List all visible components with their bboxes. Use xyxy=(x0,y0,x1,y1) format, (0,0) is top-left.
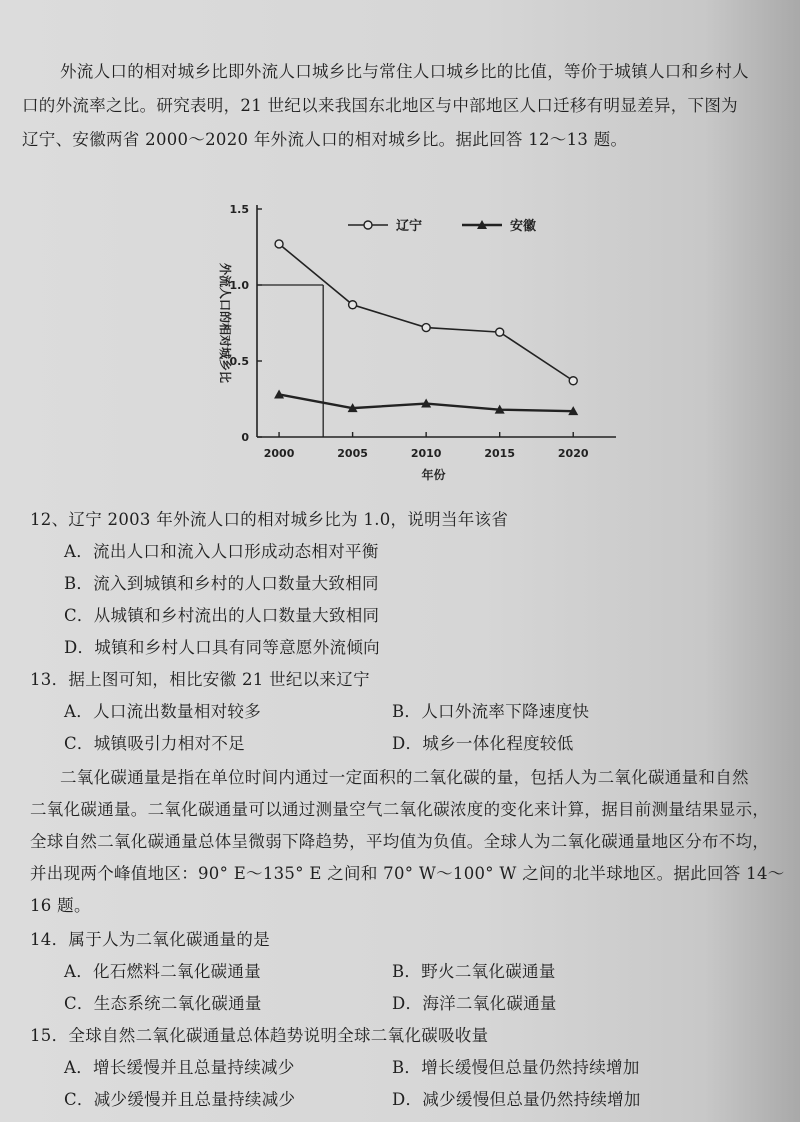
q12-option-a[interactable]: A．流出人口和流入人口形成动态相对平衡 xyxy=(64,542,379,561)
y-tick-label-0: 0 xyxy=(241,431,249,444)
q14-option-b[interactable]: B．野火二氧化碳通量 xyxy=(392,962,556,981)
intro1-line-1: 外流人口的相对城乡比即外流人口城乡比与常住人口城乡比的比值，等价于城镇人口和乡村人 xyxy=(60,62,749,81)
q13-option-a[interactable]: A．人口流出数量相对较多 xyxy=(64,702,262,721)
q14-option-c[interactable]: C．生态系统二氧化碳通量 xyxy=(64,994,262,1013)
q15-option-a[interactable]: A．增长缓慢并且总量持续减少 xyxy=(64,1058,295,1077)
q15-stem: 15．全球自然二氧化碳通量总体趋势说明全球二氧化碳吸收量 xyxy=(30,1026,489,1045)
q14-option-a[interactable]: A．化石燃料二氧化碳通量 xyxy=(64,962,262,981)
q12-option-d[interactable]: D．城镇和乡村人口具有同等意愿外流倾向 xyxy=(64,638,380,657)
series-0-point-4 xyxy=(569,377,577,385)
q13-option-c[interactable]: C．城镇吸引力相对不足 xyxy=(64,734,245,753)
x-tick-label-1: 2005 xyxy=(337,447,368,460)
legend-label-1: 安徽 xyxy=(510,219,537,234)
q12-option-c[interactable]: C．从城镇和乡村流出的人口数量大致相同 xyxy=(64,606,380,625)
line-chart xyxy=(200,195,640,495)
intro2-line-3: 全球自然二氧化碳通量总体呈微弱下降趋势，平均值为负值。全球人为二氧化碳通量地区分布不均， xyxy=(30,832,770,851)
legend-marker-0 xyxy=(364,221,372,229)
intro2-line-1: 二氧化碳通量是指在单位时间内通过一定面积的二氧化碳的量，包括人为二氧化碳通量和自然 xyxy=(60,768,749,787)
q14-option-d[interactable]: D．海洋二氧化碳通量 xyxy=(392,994,557,1013)
x-tick-label-3: 2015 xyxy=(484,447,515,460)
series-0-point-2 xyxy=(422,324,430,332)
y-tick-label-2: 1.0 xyxy=(229,279,249,292)
chart-marks xyxy=(257,218,578,437)
series-0-point-1 xyxy=(349,301,357,309)
y-axis-label: 外流人口的相对城乡比 xyxy=(218,262,232,384)
x-tick-label-0: 2000 xyxy=(263,447,295,460)
x-tick-label-4: 2020 xyxy=(557,447,589,460)
q13-option-b[interactable]: B．人口外流率下降速度快 xyxy=(392,702,590,721)
q13-option-d[interactable]: D．城乡一体化程度较低 xyxy=(392,734,574,753)
series-0-point-3 xyxy=(496,328,504,336)
q13-stem: 13．据上图可知，相比安徽 21 世纪以来辽宁 xyxy=(30,670,370,689)
intro1-line-2: 口的外流率之比。研究表明，21 世纪以来我国东北地区与中部地区人口迁移有明显差异，下图为 xyxy=(22,96,738,115)
q12-option-b[interactable]: B．流入到城镇和乡村的人口数量大致相同 xyxy=(64,574,379,593)
intro2-line-2: 二氧化碳通量。二氧化碳通量可以通过测量空气二氧化碳浓度的变化来计算，据目前测量结果显示， xyxy=(30,800,770,819)
intro1-line-3: 辽宁、安徽两省 2000～2020 年外流人口的相对城乡比。据此回答 12～13 题。 xyxy=(22,130,628,149)
intro2-line-5: 16 题。 xyxy=(30,896,91,915)
intro2-line-4: 并出现两个峰值地区：90° E～135° E 之间和 70° W～100° W 之间的北半球地区。据此回答 14～ xyxy=(30,864,785,883)
y-tick-label-1: 0.5 xyxy=(229,355,249,368)
x-tick-label-2: 2010 xyxy=(410,447,442,460)
y-tick-label-3: 1.5 xyxy=(229,203,249,216)
q12-stem: 12、辽宁 2003 年外流人口的相对城乡比为 1.0，说明当年该省 xyxy=(30,510,509,529)
series-0-point-0 xyxy=(275,240,283,248)
q15-option-c[interactable]: C．减少缓慢并且总量持续减少 xyxy=(64,1090,296,1109)
x-axis-label: 年份 xyxy=(421,468,446,482)
q15-option-d[interactable]: D．减少缓慢但总量仍然持续增加 xyxy=(392,1090,641,1109)
q14-stem: 14．属于人为二氧化碳通量的是 xyxy=(30,930,270,949)
legend-label-0: 辽宁 xyxy=(396,219,423,234)
q15-option-b[interactable]: B．增长缓慢但总量仍然持续增加 xyxy=(392,1058,640,1077)
